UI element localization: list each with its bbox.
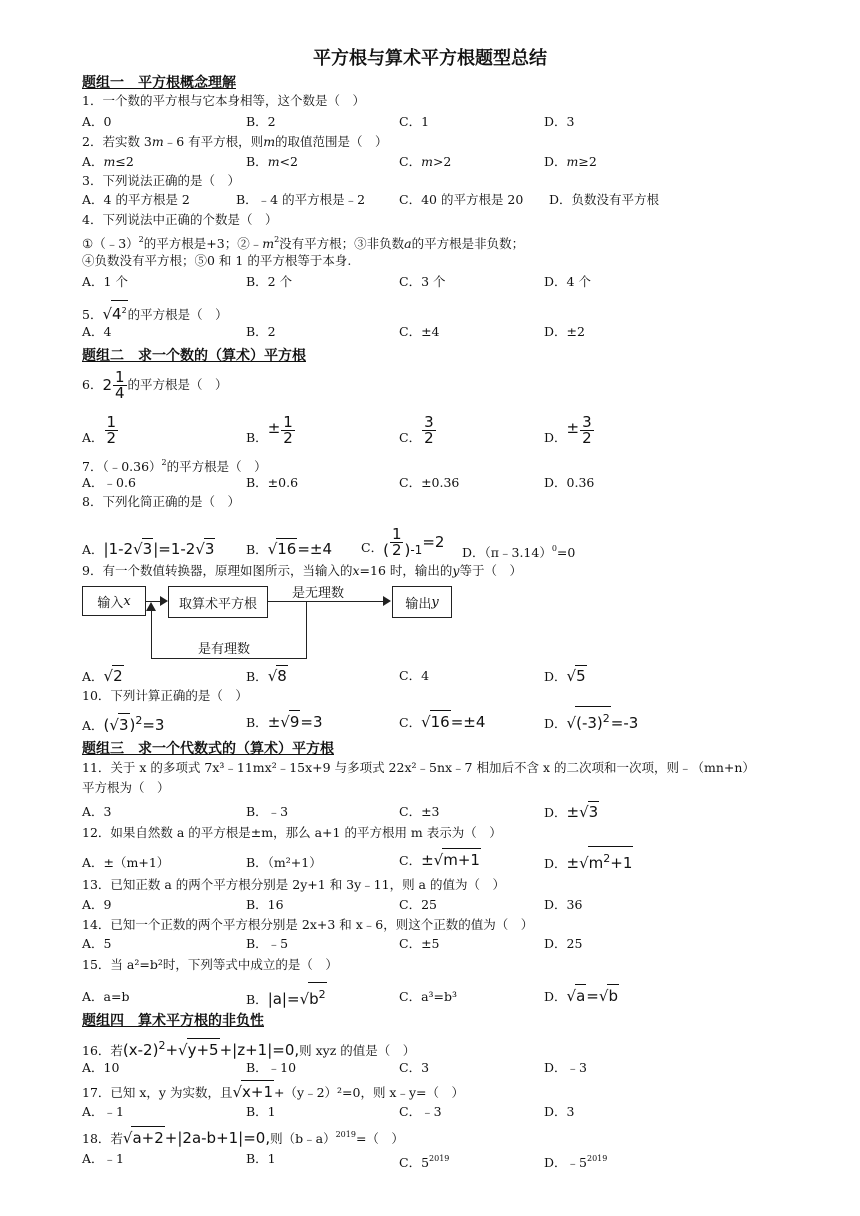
q10-option-c: C．√16=±4 <box>399 710 485 734</box>
flow-loop-line <box>151 611 152 659</box>
q1-option-a: A．0 <box>82 114 112 129</box>
flow-arrow-head <box>160 596 168 606</box>
q10-option-a: A．$(√3)^2=3$ <box>82 714 165 734</box>
q8-option-b: B．√16=±4 <box>246 540 333 558</box>
q3-stem: 3．下列说法正确的是（ ） <box>82 173 240 188</box>
q2-option-a: A．m≤2 <box>82 154 134 169</box>
q15-option-c: C．a³=b³ <box>399 989 458 1004</box>
section-heading-3: 题组三 求一个代数式的（算术）平方根 <box>82 741 334 757</box>
flow-loop-line <box>151 658 307 659</box>
q11-stem-line2: 平方根为（ ） <box>82 780 170 795</box>
q11-option-b: B．﹣3 <box>246 804 289 819</box>
q18-option-b: B．1 <box>246 1151 276 1166</box>
q11-option-a: A．3 <box>82 804 112 819</box>
q12-option-a: A．±（m+1） <box>82 855 170 870</box>
q17-option-b: B．1 <box>246 1104 276 1119</box>
q8-option-a: A．|1-2√3|=1-2√3 <box>82 540 215 558</box>
q6-option-d: D． ± $\frac{3}{2}$ <box>544 413 592 447</box>
flow-label-rational: 是有理数 <box>198 642 251 657</box>
q2-stem: 2．若实数 3m﹣6 有平方根，则m的取值范围是（ ） <box>82 134 388 149</box>
q13-option-a: A．9 <box>82 897 112 912</box>
q14-stem: 14．已知一个正数的两个平方根分别是 2x+3 和 x﹣6，则这个正数的值为（ ） <box>82 917 534 932</box>
q17-option-d: D．3 <box>544 1104 575 1119</box>
q16-option-c: C．3 <box>399 1060 430 1075</box>
q4-statements-line1: ①（﹣3）$^2$的平方根是+3；$②﹣m^2$没有平方根；③非负数a的平方根是非负数； <box>82 235 525 251</box>
q18-option-a: A．﹣1 <box>82 1151 124 1166</box>
q17-stem: 17．已知 x，y 为实数，且√x+1+（y﹣2）²=0，则 x﹣y=（ ） <box>82 1080 464 1104</box>
q17-option-a: A．﹣1 <box>82 1104 124 1119</box>
q5-option-d: D．±2 <box>544 324 585 339</box>
q1-option-b: B．2 <box>246 114 276 129</box>
q15-option-d: D．√a=√b <box>544 984 619 1008</box>
q7-stem: 7．（﹣0.36）$^2$的平方根是（ ） <box>82 458 267 474</box>
q11-option-d: D．±√3 <box>544 803 599 821</box>
q9-option-d: D．√5 <box>544 667 586 685</box>
q13-stem: 13．已知正数 a 的两个平方根分别是 2y+1 和 3y﹣11，则 a 的值为（ ） <box>82 877 505 892</box>
q15-option-b: B．$|a|=√b^2$ <box>246 982 327 1012</box>
q18-option-c: C．$5^{2019}$ <box>399 1154 450 1170</box>
q1-stem: 1．一个数的平方根与它本身相等，这个数是（ ） <box>82 93 365 108</box>
q7-option-d: D．0.36 <box>544 475 595 490</box>
q3-option-b: B．﹣4 的平方根是﹣2 <box>236 192 366 207</box>
document-title: 平方根与算术平方根题型总结 <box>313 48 547 69</box>
q2-option-b: B．m<2 <box>246 154 298 169</box>
q8-stem: 8．下列化简正确的是（ ） <box>82 494 240 509</box>
section-heading-1: 题组一 平方根概念理解 <box>82 75 236 91</box>
q13-option-b: B．16 <box>246 897 284 912</box>
q16-stem: 16．若$(x-2)^2+√y+5+|z+1|=0$,则 xyz 的值是（ ） <box>82 1039 416 1059</box>
q5-option-c: C．±4 <box>399 324 440 339</box>
q4-stem: 4．下列说法中正确的个数是（ ） <box>82 212 278 227</box>
q4-option-d: D．4 个 <box>544 274 591 289</box>
q11-stem-line1: 11．关于 x 的多项式 7x³﹣11mx²﹣15x+9 与多项式 22x²﹣5nx﹣7 相加后不含 x 的二次项和一次项，则﹣（mn+n） <box>82 760 755 775</box>
q14-option-d: D．25 <box>544 936 583 951</box>
q12-option-b: B．（m²+1） <box>246 855 322 870</box>
q18-stem: 18．若√a+2+|2a-b+1|=0,则（b﹣a）$^{2019}$=（ ） <box>82 1124 404 1150</box>
q6-option-a: A． 1 2 <box>82 413 117 447</box>
flowchart-sqrt-box: 取算术平方根 <box>168 586 268 618</box>
q3-option-c: C．40 的平方根是 20 <box>399 192 524 207</box>
q16-option-a: A．10 <box>82 1060 120 1075</box>
q13-option-c: C．25 <box>399 897 437 912</box>
flow-label-irrational: 是无理数 <box>292 586 345 601</box>
q11-option-c: C．±3 <box>399 804 440 819</box>
q9-stem: 9．有一个数值转换器，原理如图所示，当输入的x=16 时，输出的y等于（ ） <box>82 563 522 578</box>
q6-option-b: B． ± $\frac{1}{2}$ <box>246 413 293 447</box>
q9-option-a: A．√2 <box>82 667 123 685</box>
q18-option-d: D．$﹣5^{2019}$ <box>544 1154 608 1170</box>
q1-option-d: D．3 <box>544 114 575 129</box>
q7-option-c: C．±0.36 <box>399 475 460 490</box>
q10-stem: 10．下列计算正确的是（ ） <box>82 688 248 703</box>
q4-option-b: B．2 个 <box>246 274 293 289</box>
q2-option-d: D．m≥2 <box>544 154 597 169</box>
q8-option-c: C． ( 1 2 ) -1 =2 <box>361 525 445 559</box>
q12-option-d: D．$\pm√m^2+1$ <box>544 846 633 876</box>
q9-option-b: B．√8 <box>246 667 287 685</box>
q14-option-a: A．5 <box>82 936 112 951</box>
q4-statements-line2: ④负数没有平方根；⑤0 和 1 的平方根等于本身. <box>82 253 352 268</box>
q14-option-b: B．﹣5 <box>246 936 289 951</box>
flow-loop-line <box>306 601 307 658</box>
q15-option-a: A．a=b <box>82 989 130 1004</box>
q9-option-c: C．4 <box>399 668 430 683</box>
q5-stem: 5．$√4^2$的平方根是（ ） <box>82 300 228 325</box>
q13-option-d: D．36 <box>544 897 583 912</box>
section-heading-4: 题组四 算术平方根的非负性 <box>82 1013 264 1029</box>
q4-option-c: C．3 个 <box>399 274 446 289</box>
q10-option-d: D．$√(-3)^2=-3$ <box>544 706 638 736</box>
q3-option-a: A．4 的平方根是 2 <box>82 192 190 207</box>
q12-stem: 12．如果自然数 a 的平方根是±m，那么 a+1 的平方根用 m 表示为（ ） <box>82 825 502 840</box>
flow-arrow-head <box>383 596 391 606</box>
flowchart-input-box: 输入 x <box>82 586 146 616</box>
q4-option-a: A．1 个 <box>82 274 128 289</box>
flowchart-output-box: 输出 y <box>392 586 452 618</box>
q7-option-a: A．﹣0.6 <box>82 475 136 490</box>
section-heading-2: 题组二 求一个数的（算术）平方根 <box>82 348 306 364</box>
q5-option-b: B．2 <box>246 324 276 339</box>
flow-loop-arrow-head <box>146 602 156 611</box>
q6-option-c: C． 3 2 <box>399 413 434 447</box>
q16-option-d: D．﹣3 <box>544 1060 587 1075</box>
q2-option-c: C．m>2 <box>399 154 452 169</box>
q6-stem: 6． 2 1 4 的平方根是（ ） <box>82 367 228 402</box>
q5-option-a: A．4 <box>82 324 112 339</box>
q8-option-d: D．（π﹣3.14）$^0$=0 <box>462 544 576 560</box>
q17-option-c: C．﹣3 <box>399 1104 442 1119</box>
q7-option-b: B．±0.6 <box>246 475 299 490</box>
q12-option-c: C．±√m+1 <box>399 848 481 872</box>
q14-option-c: C．±5 <box>399 936 440 951</box>
q1-option-c: C．1 <box>399 114 430 129</box>
q3-option-d: D．负数没有平方根 <box>549 192 660 207</box>
q15-stem: 15．当 a²=b²时，下列等式中成立的是（ ） <box>82 957 338 972</box>
q10-option-b: B．±√9=3 <box>246 710 323 734</box>
q16-option-b: B．﹣10 <box>246 1060 297 1075</box>
flow-arrow-line <box>268 601 384 602</box>
